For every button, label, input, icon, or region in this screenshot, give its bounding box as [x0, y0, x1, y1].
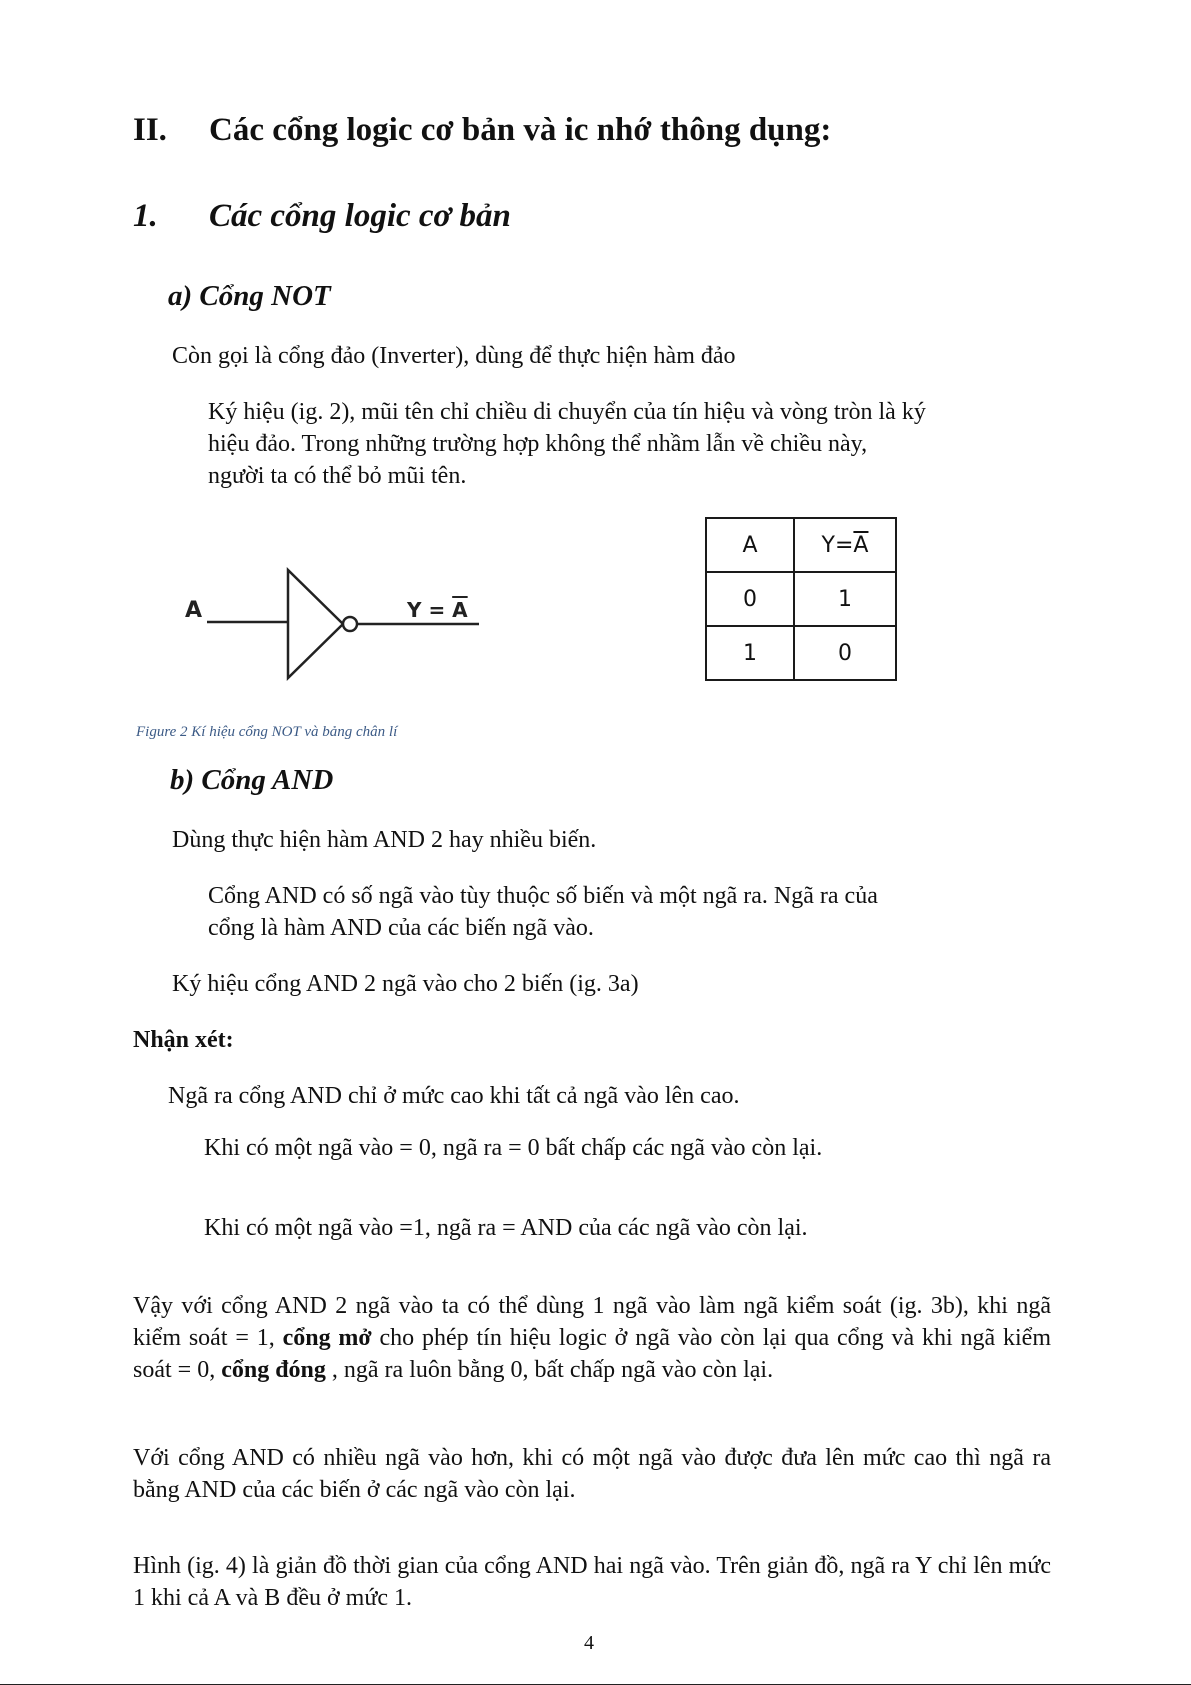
- truth-header-y: $Y=\overline{A}$: [794, 518, 896, 572]
- truth-cell: 0: [794, 626, 896, 680]
- truth-header-a: A: [706, 518, 794, 572]
- truth-table-row: [706, 626, 896, 680]
- figure-caption: Figure 2 Kí hiệu cổng NOT và bảng chân lí: [136, 724, 398, 740]
- truth-table-row: [706, 572, 896, 626]
- subsection-number: 1.: [133, 198, 158, 234]
- and-gate-symbol-line: Ký hiệu cổng AND 2 ngã vào cho 2 biến (ig. 3a): [172, 971, 639, 997]
- gate-open-term: cổng mở: [282, 1325, 372, 1351]
- page-number: 4: [584, 1632, 594, 1654]
- truth-cell: 1: [706, 626, 794, 680]
- and-gate-intro: Dùng thực hiện hàm AND 2 hay nhiều biến.: [172, 827, 597, 853]
- truth-table-header-row: [706, 518, 896, 572]
- not-gate-input-label: A: [185, 598, 203, 623]
- not-truth-table: [705, 517, 897, 681]
- and-gate-heading: b) Cổng AND: [170, 764, 334, 796]
- subsection-title: Các cổng logic cơ bản: [209, 198, 511, 234]
- not-gate-output-label: Y = A: [407, 598, 468, 622]
- remark-1: Ngã ra cổng AND chỉ ở mức cao khi tất cả ngã vào lên cao.: [168, 1083, 740, 1109]
- paragraph-timing-diagram: Hình (ig. 4) là giản đồ thời gian của cổng AND hai ngã vào. Trên giản đồ, ngã ra Y chỉ lên mức 1 khi cả A và B đều ở mức 1.: [133, 1553, 1051, 1611]
- section-number: II.: [133, 112, 167, 148]
- subsection-heading: [133, 198, 511, 235]
- section-heading: [133, 112, 831, 149]
- section-title: Các cổng logic cơ bản và ic nhớ thông dụng:: [209, 112, 832, 148]
- remark-label: Nhận xét:: [133, 1027, 234, 1053]
- truth-cell: 0: [706, 572, 794, 626]
- not-gate-inversion-bubble: [343, 617, 357, 631]
- not-gate-symbol: [175, 560, 495, 690]
- not-gate-desc-line-2: hiệu đảo. Trong những trường hợp không thể nhầm lẫn về chiều này,: [208, 431, 868, 457]
- remark-3: Khi có một ngã vào =1, ngã ra = AND của các ngã vào còn lại.: [204, 1215, 808, 1241]
- not-gate-desc-line-3: người ta có thể bỏ mũi tên.: [208, 463, 467, 489]
- truth-cell: 1: [794, 572, 896, 626]
- not-gate-heading: a) Cổng NOT: [168, 280, 331, 312]
- remark-2: Khi có một ngã vào = 0, ngã ra = 0 bất chấp các ngã vào còn lại.: [204, 1135, 823, 1161]
- and-gate-desc-line-2: cổng là hàm AND của các biến ngã vào.: [208, 915, 594, 941]
- not-gate-intro: Còn gọi là cổng đảo (Inverter), dùng để thực hiện hàm đảo: [172, 343, 736, 369]
- gate-closed-term: cổng đóng: [221, 1357, 326, 1383]
- not-gate-desc-line-1: Ký hiệu (ig. 2), mũi tên chỉ chiều di chuyển của tín hiệu và vòng tròn là ký: [208, 399, 926, 425]
- paragraph-multi-input: Với cổng AND có nhiều ngã vào hơn, khi có một ngã vào được đưa lên mức cao thì ngã ra bằng AND của các biến ở các ngã vào còn lại.: [133, 1445, 1051, 1503]
- not-gate-triangle: [288, 570, 343, 678]
- paragraph-control-input: Vậy với cổng AND 2 ngã vào ta có thể dùng 1 ngã vào làm ngã kiểm soát (ig. 3b), khi ngã kiểm soát = 1, cổng mở cho phép tín hiệu logic ở ngã vào còn lại qua cổng và khi ngã kiểm soát = 0, cổng đóng , ngã ra luôn bằng 0, bất chấp ngã vào còn lại.: [133, 1293, 1052, 1383]
- and-gate-desc-line-1: Cổng AND có số ngã vào tùy thuộc số biến và một ngã ra. Ngã ra của: [208, 883, 878, 909]
